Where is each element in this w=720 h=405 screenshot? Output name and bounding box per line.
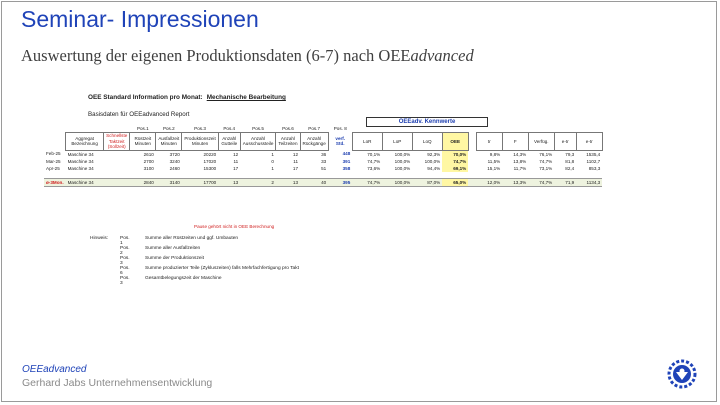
col-header: OEE [442, 133, 468, 151]
oee-table [44, 125, 603, 187]
pos-label: Pos.4 [223, 126, 236, 131]
pos-label: Pos.2 [162, 126, 175, 131]
table-row: Feb-25 Maschine 34 2610 3720 20220 12 1 12 36 448 70,1% 100,0% 92,3% 70,0% 9,8% 14,3% 76,1% 79,3 1535,4 [46, 151, 601, 157]
pause-note: Pause gehört nicht in OEE Berechnung [194, 224, 275, 229]
col-header: LoP [382, 133, 412, 151]
col-header: e-tr [554, 133, 576, 151]
pos-label: Pos.6 [282, 126, 294, 131]
average-row: ø-3Mon. Maschine 34 2840 3140 17700 13 2 13 40 395 74,7% 100,0% 87,0% 65,0% 12,0% 13,3% 74,7% 71,9 1134,3 [46, 179, 601, 185]
header-row [44, 133, 602, 151]
col-header: Anzahl Ausschussteile [240, 133, 276, 151]
slide-subtitle [21, 46, 474, 66]
kennwerte-box: OEEadv. Kennwerte [366, 117, 488, 127]
col-header: Rüstzeit Minuten [130, 133, 156, 151]
report-subheading: Basisdaten für OEEadvanced Report [88, 111, 190, 118]
col-header: F [502, 133, 528, 151]
col-header: Produktionszeit Minuten [182, 133, 218, 151]
col-header: verf. Std. [335, 135, 346, 147]
table-row: Mar-25 Maschine 34 2700 3240 17020 11 0 11 33 391 74,7% 100,0% 100,0% 74,7% 11,5% 13,8% 74,7% 81,8 1102,7 [46, 158, 601, 164]
pos-label: Pos.3 [194, 126, 206, 131]
report-heading: OEE Standard Information pro Monat: Mechanische Bearbeitung [88, 94, 286, 101]
col-header: Anzahl Gutteile [218, 133, 240, 151]
col-header: LoQ [412, 133, 442, 151]
col-header: tr [476, 133, 502, 151]
pos-row [44, 125, 602, 133]
pos-label: Pos.7 [308, 126, 320, 131]
col-header: e-tr [576, 133, 602, 151]
col-header: Ausfallzeit Minuten [156, 133, 182, 151]
col-header: Aggregat Bezeichnung [66, 133, 104, 151]
slide-title: Seminar- Impressionen [21, 6, 259, 32]
col-header: Anzahl Rückgänge [300, 133, 328, 151]
col-header: LoR [352, 133, 382, 151]
pos-label: Pos.5 [252, 126, 264, 131]
report-department: Mechanische Bearbeitung [206, 94, 286, 101]
company-logo-icon [660, 356, 704, 392]
subtitle-plain: Auswertung der eigenen Produktionsdaten (6-7) nach OEE [21, 46, 411, 65]
hinweis-label: Hinweis: [90, 236, 109, 241]
col-header: Anzahl Teilzeiten [276, 133, 300, 151]
brand-name: OEEadvanced [22, 364, 87, 375]
subtitle-italic: advanced [410, 46, 474, 65]
oee-report: OEE Standard Information pro Monat: Mechanische Bearbeitung Basisdaten für OEEadvanced Report OEEadv. Kennwerte Pos.1 Pos.2 Pos.3 Pos.4 Pos.5 Pos.6 Pos.7 Pos. 8 Aggregat Bezeichnung Schnellste Taktzeit (Sollzeit) Rüstzeit Minuten Ausfallzeit Minuten Produktionszeit Minuten Anzahl Gutteile Anzahl Ausschussteile Anzahl Teilzeiten Anzahl Rückgänge verf. Std. LoR LoP LoQ OEE tr F Verfüg. e-tr e-tr Feb-25 Maschine 34 2610 3720 20220 12 1 12 36 448 70,1% 100,0% 92,3% 70,0% 9,8% 14,3% 76,1% 79,3 1535,4 Mar-25 Maschine 34 2700 3240 17020 11 0 11 33 391 74,7% 100,0% 100,0% 74,7% 11,5% 13,8% 74,7% 81,8 1102,7 Apr-25 Maschine 34 3100 2460 15300 17 1 17 51 358 73,6% 100,0% 94,4% 69,1% 15,1% 11,7% 73,1% 82,4 853,3 ø-3Mon. Maschine 34 2840 3140 17700 13 2 13 40 395 74,7% 100,0% 87,0% 65,0% 12,0% 13,3% 74,7% 71,9 1134,3 Pause gehört nicht in OEE Berechnung Hinweis: Pos. 1 Summe aller Rüstzeiten und ggf. Umbauten Pos. 2 Summe aller Ausfallzeiten Pos. 3 Summe der Produktionszeit Pos. 6 Summe produzierter Teile (Zykluszeiten) falls Mehrfachfertigung pro Takt Pos. 3 Gesamtbelegungszeit der Maschine [44, 90, 664, 300]
pos-label: Pos.1 [136, 126, 149, 131]
pos-label: Pos. 8 [333, 126, 347, 132]
company-name: Gerhard Jabs Unternehmensentwicklung [22, 377, 213, 389]
col-header: Schnellste Taktzeit (Sollzeit) [104, 133, 130, 151]
table-row: Apr-25 Maschine 34 3100 2460 15300 17 1 17 51 358 73,6% 100,0% 94,4% 69,1% 15,1% 11,7% 73,1% 82,4 853,3 [46, 165, 601, 171]
col-header: Verfüg. [528, 133, 554, 151]
